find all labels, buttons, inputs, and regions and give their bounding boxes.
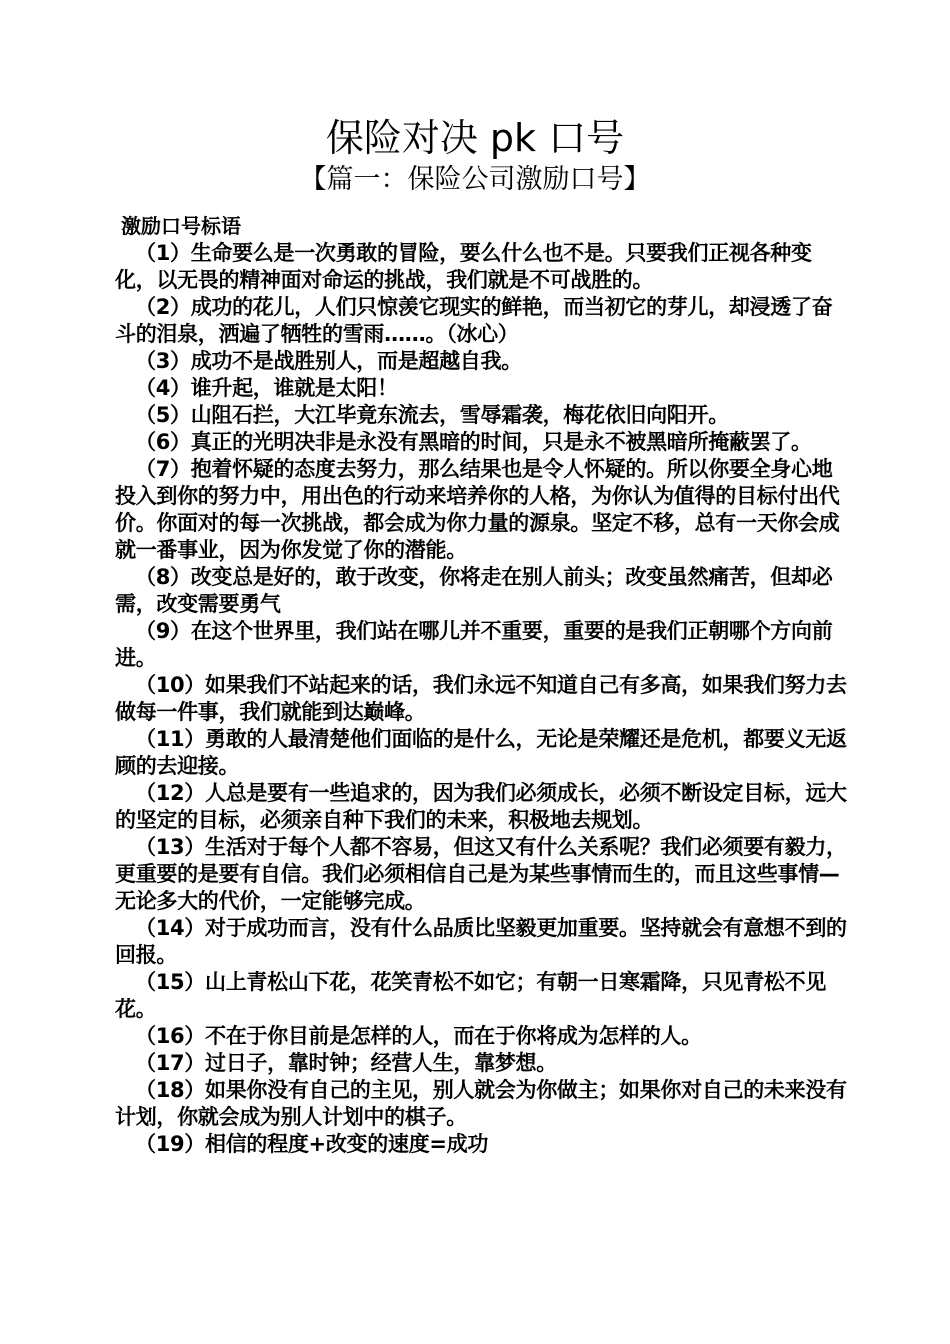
- list-item: （8）改变总是好的，敢于改变，你将走在别人前头；改变虽然痛苦，但却必需，改变需要勇气: [115, 565, 833, 616]
- list-item: （14）对于成功而言，没有什么品质比坚毅更加重要。坚持就会有意想不到的回报。: [115, 916, 847, 967]
- list-item: （4）谁升起，谁就是太阳！: [135, 376, 398, 400]
- list-item: （2）成功的花儿，人们只惊羡它现实的鲜艳，而当初它的芽儿，却浸透了奋斗的泪泉，洒遍了牺牲的雪雨……。（冰心）: [115, 295, 833, 346]
- document-body: [115, 213, 850, 1158]
- list-item: （10）如果我们不站起来的话，我们永远不知道自己有多高，如果我们努力去做每一件事，我们就能到达巅峰。: [115, 673, 847, 724]
- list-item: （16）不在于你目前是怎样的人，而在于你将成为怎样的人。: [135, 1024, 702, 1048]
- list-item: （19）相信的程度+改变的速度=成功: [135, 1132, 489, 1156]
- list-item: （18）如果你没有自己的主见，别人就会为你做主；如果你对自己的未来没有计划，你就会成为别人计划中的棋子。: [115, 1078, 847, 1129]
- list-item: （11）勇敢的人最清楚他们面临的是什么，无论是荣耀还是危机，都要义无返顾的去迎接。: [115, 727, 847, 778]
- list-item: （7）抱着怀疑的态度去努力，那么结果也是令人怀疑的。所以你要全身心地投入到你的努力中，用出色的行动来培养你的人格，为你认为值得的目标付出代价。你面对的每一次挑战，都会成为你力量的源泉。坚定不移，总有一天你会成就一番事业，因为你发觉了你的潜能。: [115, 457, 840, 562]
- list-item: （9）在这个世界里，我们站在哪儿并不重要，重要的是我们正朝哪个方向前进。: [115, 619, 833, 670]
- list-item: （15）山上青松山下花，花笑青松不如它；有朝一日寒霜降，只见青松不见花。: [115, 970, 827, 1021]
- document-subtitle: 【篇一：保险公司激励口号】: [299, 164, 651, 195]
- list-item: （5）山阻石拦，大江毕竟东流去，雪辱霜袭，梅花依旧向阳开。: [135, 403, 729, 427]
- list-item: （3）成功不是战胜别人，而是超越自我。: [135, 349, 522, 373]
- document-title: 保险对决 pk 口号: [325, 116, 625, 160]
- list-item: （12）人总是要有一些追求的，因为我们必须成长，必须不断设定目标，远大的坚定的目标，必须亲自种下我们的未来，积极地去规划。: [115, 781, 847, 832]
- list-item: （6）真正的光明决非是永没有黑暗的时间，只是永不被黑暗所掩蔽罢了。: [135, 430, 812, 454]
- section-heading: 激励口号标语: [121, 214, 241, 238]
- list-item: （13）生活对于每个人都不容易，但这又有什么关系呢？我们必须要有毅力，更重要的是要有自信。我们必须相信自己是为某些事情而生的，而且这些事情—无论多大的代价，一定能够完成。: [115, 835, 847, 913]
- list-item: （1）生命要么是一次勇敢的冒险，要么什么也不是。只要我们正视各种变化，以无畏的精神面对命运的挑战，我们就是不可战胜的。: [115, 241, 812, 292]
- list-item: （17）过日子，靠时钟；经营人生，靠梦想。: [135, 1051, 557, 1075]
